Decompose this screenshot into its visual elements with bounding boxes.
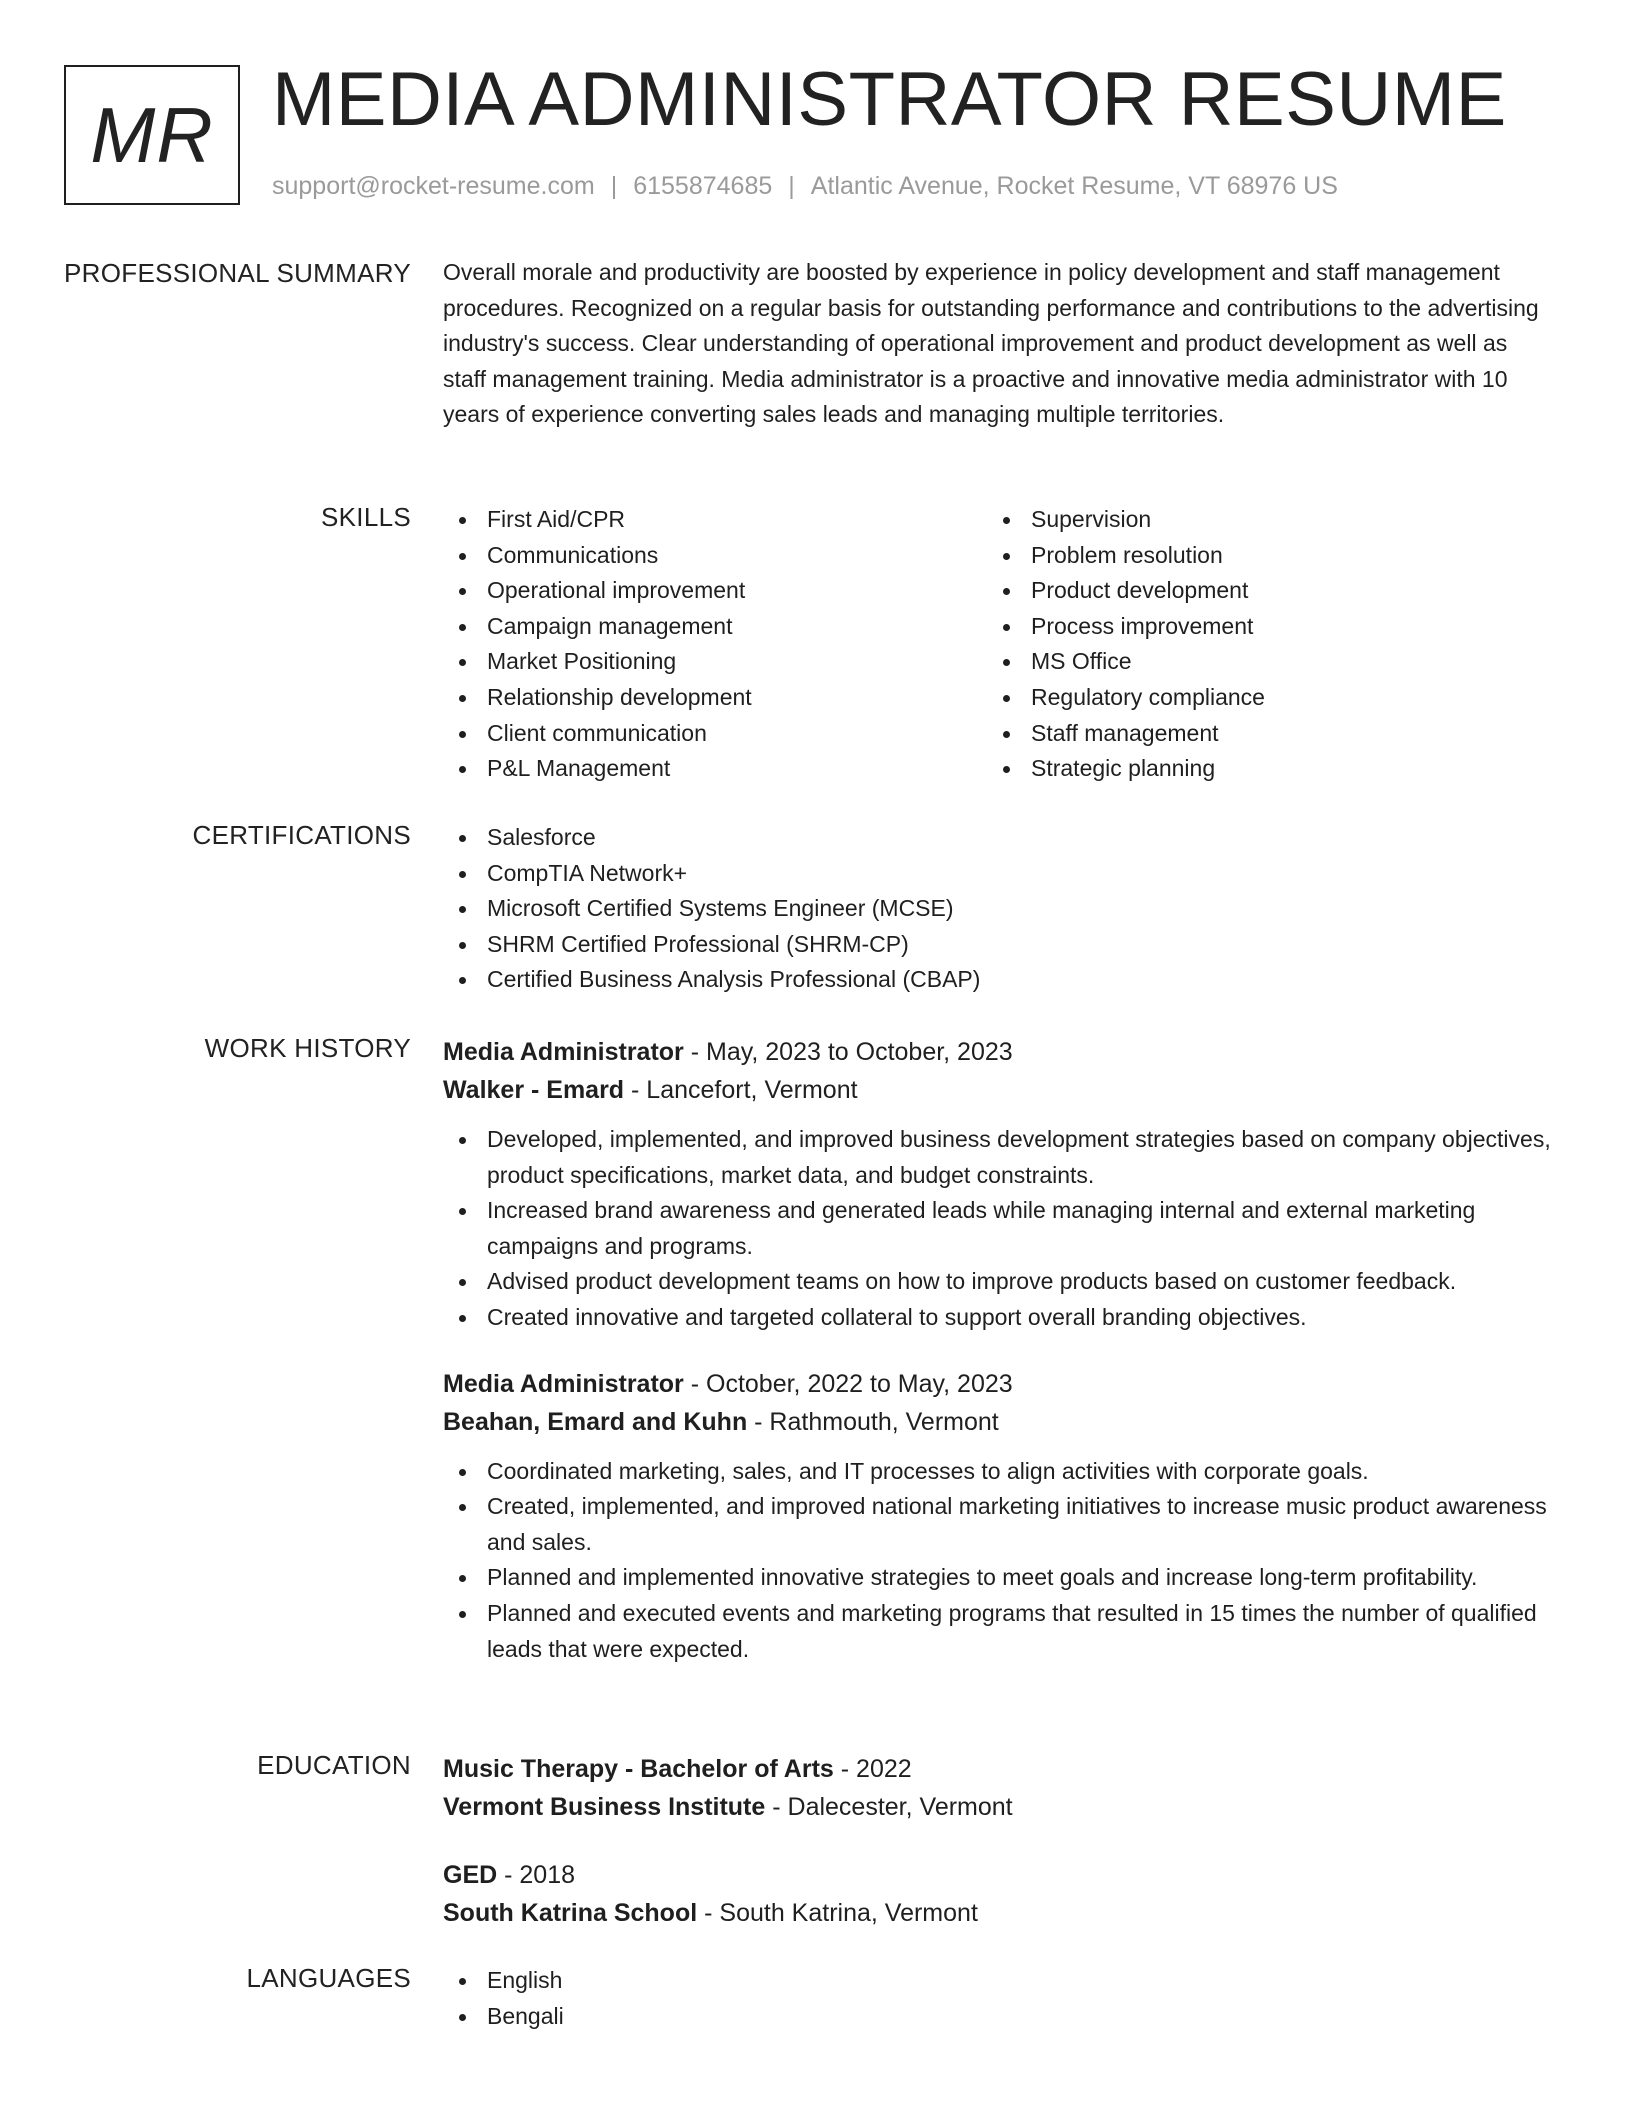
certifications-body: [443, 820, 1553, 998]
job-title: Media Administrator: [443, 1369, 684, 1398]
summary-body: [443, 258, 1553, 433]
skills-body: [443, 502, 1553, 787]
job-duty: Planned and executed events and marketing programs that resulted in 15 times the number of qualified leads that were expected.: [443, 1596, 1553, 1667]
contact-separator: |: [788, 172, 795, 200]
skill-item: Campaign management: [443, 609, 987, 645]
skill-item: Relationship development: [443, 680, 987, 716]
job-entry: [443, 1033, 1553, 1336]
summary-heading: PROFESSIONAL SUMMARY: [64, 258, 411, 288]
job-company: Beahan, Emard and Kuhn: [443, 1407, 748, 1436]
job-duties-list: [443, 1454, 1553, 1668]
job-duties-list: [443, 1122, 1553, 1336]
job-company-line: [443, 1071, 1553, 1109]
languages-list: [443, 1963, 1553, 2034]
education-location: - South Katrina, Vermont: [697, 1899, 978, 1927]
certification-item: CompTIA Network+: [443, 856, 1553, 892]
education-school: South Katrina School: [443, 1899, 698, 1927]
certifications-list: [443, 820, 1553, 998]
education-year: - 2018: [497, 1861, 576, 1889]
education-degree: GED: [443, 1861, 498, 1889]
education-location: - Dalecester, Vermont: [765, 1793, 1013, 1821]
education-school-line: [443, 1788, 1553, 1826]
education-school: Vermont Business Institute: [443, 1793, 766, 1821]
certifications-heading: CERTIFICATIONS: [192, 820, 411, 850]
education-year: - 2022: [833, 1755, 912, 1783]
skill-item: P&L Management: [443, 751, 987, 787]
skill-item: Client communication: [443, 716, 987, 752]
job-title: Media Administrator: [443, 1038, 684, 1066]
job-company: Walker - Emard: [443, 1076, 625, 1104]
monogram-logo: MR: [64, 65, 240, 205]
certification-item: Microsoft Certified Systems Engineer (MCSE): [443, 891, 1553, 927]
job-duty: Advised product development teams on how to improve products based on customer feedback.: [443, 1264, 1553, 1300]
education-degree-line: [443, 1750, 1553, 1788]
education-school-line: [443, 1894, 1553, 1932]
certification-item: Certified Business Analysis Professional (CBAP): [443, 962, 1553, 998]
education-body: [443, 1750, 1553, 1932]
contact-phone[interactable]: 6155874685: [633, 172, 773, 200]
contact-line: [272, 172, 1338, 201]
skill-item: Process improvement: [987, 609, 1531, 645]
contact-separator: |: [610, 172, 618, 200]
job-duty: Developed, implemented, and improved business development strategies based on company objectives, product specifications, market data, and budget constraints.: [443, 1122, 1553, 1193]
job-duty: Coordinated marketing, sales, and IT processes to align activities with corporate goals.: [443, 1454, 1553, 1490]
job-company-line: [443, 1403, 1553, 1441]
job-location: - Rathmouth, Vermont: [747, 1407, 999, 1436]
job-duty: Created innovative and targeted collateral to support overall branding objectives.: [443, 1300, 1553, 1336]
skill-item: Strategic planning: [987, 751, 1531, 787]
education-degree-line: [443, 1856, 1553, 1894]
certification-item: SHRM Certified Professional (SHRM-CP): [443, 927, 1553, 963]
skill-item: Problem resolution: [987, 538, 1531, 574]
skill-item: Regulatory compliance: [987, 680, 1531, 716]
contact-address: Atlantic Avenue, Rocket Resume, VT 68976 US: [810, 172, 1338, 200]
summary-text: Overall morale and productivity are boosted by experience in policy development and staff management procedures. Recognized on a regular basis for outstanding performance and contributions to the advertising industry's success. Clear understanding of operational improvement and product development as well as staff management training. Media administrator is a proactive and innovative media administrator with 10 years of experience converting sales leads and managing multiple territories.: [443, 259, 1539, 427]
job-duty: Planned and implemented innovative strategies to meet goals and increase long-term profitability.: [443, 1560, 1553, 1596]
certification-item: Salesforce: [443, 820, 1553, 856]
skills-list-right: [987, 502, 1531, 787]
skill-item: Communications: [443, 538, 987, 574]
job-dates: - October, 2022 to May, 2023: [683, 1369, 1013, 1398]
language-item: English: [443, 1963, 1553, 1999]
skill-item: Staff management: [987, 716, 1531, 752]
education-entry: [443, 1750, 1553, 1826]
skill-item: Operational improvement: [443, 573, 987, 609]
job-dates: - May, 2023 to October, 2023: [683, 1038, 1013, 1066]
skill-item: Product development: [987, 573, 1531, 609]
job-title-line: [443, 1365, 1553, 1403]
job-duty: Created, implemented, and improved national marketing initiatives to increase music product awareness and sales.: [443, 1489, 1553, 1560]
skill-item: Market Positioning: [443, 644, 987, 680]
languages-body: [443, 1963, 1553, 2034]
job-location: - Lancefort, Vermont: [624, 1076, 858, 1104]
education-degree: Music Therapy - Bachelor of Arts: [443, 1755, 834, 1783]
contact-email[interactable]: support@rocket-resume.com: [272, 172, 595, 200]
education-entry: [443, 1856, 1553, 1932]
work-history-heading: WORK HISTORY: [204, 1033, 411, 1063]
job-title-line: [443, 1033, 1553, 1071]
education-heading: EDUCATION: [257, 1750, 411, 1780]
skill-item: MS Office: [987, 644, 1531, 680]
job-duty: Increased brand awareness and generated leads while managing internal and external marketing campaigns and programs.: [443, 1193, 1553, 1264]
skills-heading: SKILLS: [321, 502, 411, 532]
job-entry: [443, 1365, 1553, 1668]
skills-list-left: [443, 502, 987, 787]
page-title: MEDIA ADMINISTRATOR RESUME: [272, 57, 1507, 142]
skill-item: First Aid/CPR: [443, 502, 987, 538]
skill-item: Supervision: [987, 502, 1531, 538]
language-item: Bengali: [443, 1999, 1553, 2035]
work-history-body: [443, 1033, 1553, 1667]
languages-heading: LANGUAGES: [246, 1963, 411, 1993]
